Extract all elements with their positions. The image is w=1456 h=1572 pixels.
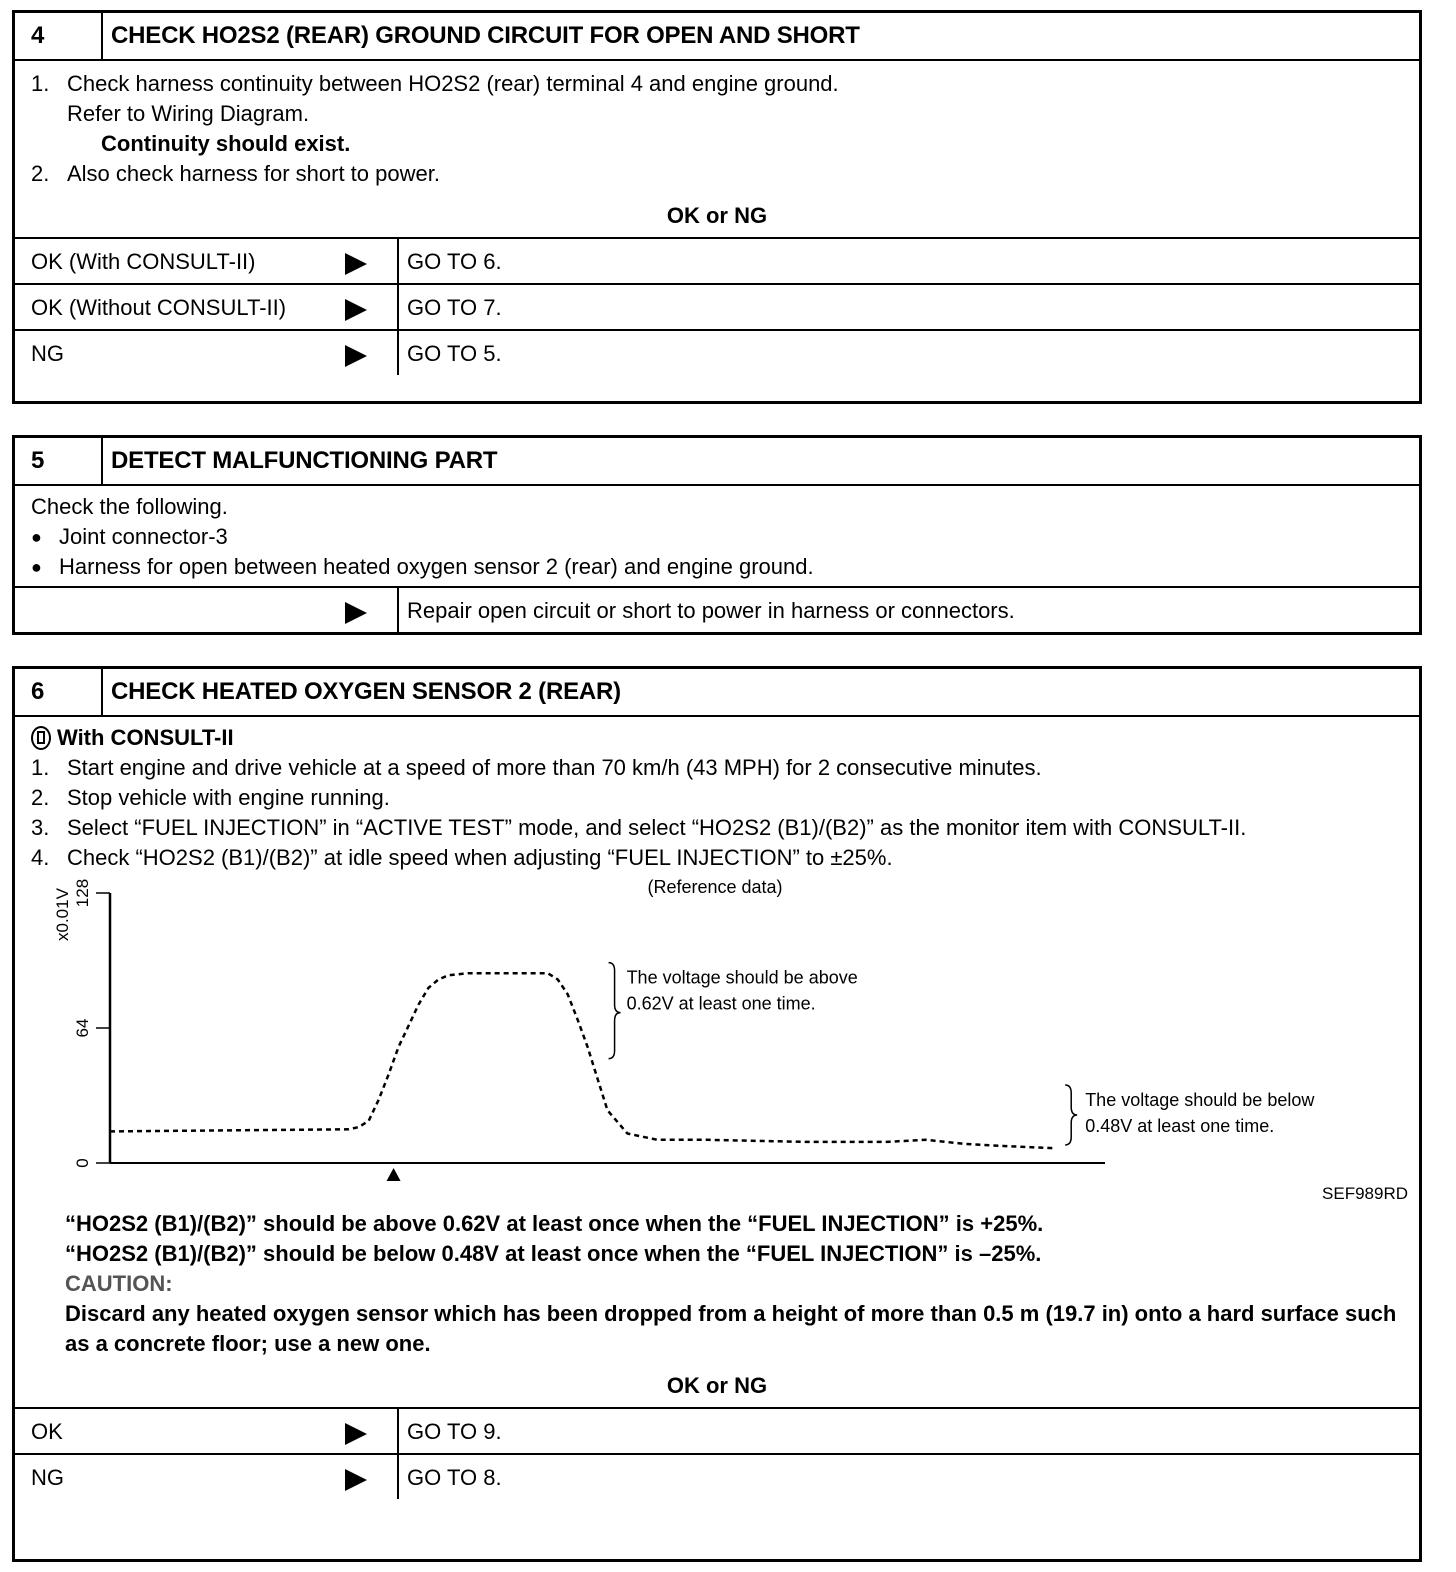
reference-chart bbox=[15, 873, 1408, 1213]
y-axis-label: x0.01V bbox=[53, 888, 72, 941]
outcome-action[interactable]: GO TO 5. bbox=[407, 341, 502, 366]
step-title: CHECK HEATED OXYGEN SENSOR 2 (REAR) bbox=[111, 678, 621, 705]
arrow-right-icon bbox=[345, 345, 367, 367]
bullet-icon: ● bbox=[31, 527, 42, 547]
arrow-right-icon bbox=[345, 1469, 367, 1491]
outcome-row[interactable] bbox=[15, 586, 1419, 632]
step-header bbox=[15, 13, 1419, 61]
step-header bbox=[15, 438, 1419, 486]
step-number: 5 bbox=[15, 438, 103, 484]
outcome-condition: OK (Without CONSULT-II) bbox=[31, 295, 287, 320]
brace-icon bbox=[1065, 1085, 1077, 1145]
step-4-box bbox=[12, 10, 1422, 404]
instruction-subnote: Refer to Wiring Diagram. bbox=[67, 101, 310, 126]
outcome-action[interactable]: GO TO 9. bbox=[407, 1419, 502, 1444]
figure-id: SEF989RD bbox=[1322, 1184, 1408, 1203]
outcome-condition: NG bbox=[31, 1465, 64, 1490]
y-tick-label: 64 bbox=[73, 1018, 92, 1038]
outcome-condition: OK bbox=[31, 1419, 63, 1444]
y-tick-label: 128 bbox=[73, 878, 92, 908]
annotation-text: 0.62V at least one time. bbox=[626, 993, 816, 1014]
annotation-text: 0.48V at least one time. bbox=[1085, 1116, 1275, 1137]
spec-line: “HO2S2 (B1)/(B2)” should be below 0.48V at least once when the “FUEL INJECTION” is –25%. bbox=[65, 1241, 1042, 1266]
instruction-item: 4. Check “HO2S2 (B1)/(B2)” at idle speed when adjusting “FUEL INJECTION” to ±25%. bbox=[31, 845, 893, 870]
outcome-row[interactable] bbox=[15, 237, 1419, 283]
result-label: OK or NG bbox=[666, 203, 768, 228]
series-line bbox=[110, 973, 1055, 1148]
outcome-action[interactable]: GO TO 6. bbox=[407, 249, 502, 274]
annotation-text: The voltage should be above bbox=[626, 967, 858, 988]
mode-label: With CONSULT-II bbox=[31, 723, 1405, 753]
outcome-action[interactable]: Repair open circuit or short to power in harness or connectors. bbox=[407, 598, 1015, 623]
annotation-text: The voltage should be below bbox=[1085, 1090, 1315, 1111]
spec-block bbox=[31, 1209, 1405, 1359]
outcome-row[interactable] bbox=[15, 1407, 1419, 1453]
outcome-action[interactable]: GO TO 8. bbox=[407, 1465, 502, 1490]
bullet-icon: ● bbox=[31, 557, 42, 577]
bullet-item: ● Harness for open between heated oxygen sensor 2 (rear) and engine ground. bbox=[31, 552, 1405, 582]
caution-label: CAUTION: bbox=[65, 1271, 173, 1296]
step-instructions bbox=[15, 61, 1419, 193]
arrow-right-icon bbox=[345, 1423, 367, 1445]
chart-svg bbox=[15, 873, 1415, 1213]
step-instructions bbox=[15, 717, 1419, 1363]
outcome-row[interactable] bbox=[15, 329, 1419, 375]
instruction-item: 1. Check harness continuity between HO2S2 (rear) terminal 4 and engine ground. bbox=[31, 71, 839, 96]
y-tick-label: 0 bbox=[73, 1158, 92, 1168]
instruction-item: 2. Also check harness for short to power. bbox=[31, 161, 440, 186]
instruction-item: 2. Stop vehicle with engine running. bbox=[31, 785, 390, 810]
step-title: DETECT MALFUNCTIONING PART bbox=[111, 447, 498, 474]
outcome-condition: OK (With CONSULT-II) bbox=[31, 249, 256, 274]
outcome-condition: NG bbox=[31, 341, 64, 366]
step-header bbox=[15, 669, 1419, 717]
marker-triangle-icon bbox=[387, 1168, 401, 1181]
bullet-item: ● Joint connector-3 bbox=[31, 522, 1405, 552]
step-instructions bbox=[15, 486, 1419, 586]
result-label: OK or NG bbox=[666, 1373, 768, 1398]
caution-text: Discard any heated oxygen sensor which has been dropped from a height of more than 0.5 m (19.7 in) onto a hard surface such as a concrete floor; use a new one. bbox=[65, 1301, 1397, 1356]
step-6-box bbox=[12, 666, 1422, 1562]
step-title: CHECK HO2S2 (REAR) GROUND CIRCUIT FOR OPEN AND SHORT bbox=[111, 22, 860, 49]
step-number: 4 bbox=[15, 13, 103, 59]
instruction-item: 3. Select “FUEL INJECTION” in “ACTIVE TEST” mode, and select “HO2S2 (B1)/(B2)” as the monitor item with CONSULT-II. bbox=[31, 815, 1247, 840]
chart-title: (Reference data) bbox=[647, 877, 783, 897]
outcome-row[interactable] bbox=[15, 1453, 1419, 1499]
spec-line: “HO2S2 (B1)/(B2)” should be above 0.62V at least once when the “FUEL INJECTION” is +25%. bbox=[65, 1211, 1044, 1236]
arrow-right-icon bbox=[345, 602, 367, 624]
instruction-item: 1. Start engine and drive vehicle at a speed of more than 70 km/h (43 MPH) for 2 consecutive minutes. bbox=[31, 755, 1042, 780]
brace-icon bbox=[609, 963, 621, 1059]
arrow-right-icon bbox=[345, 253, 367, 275]
step-number: 6 bbox=[15, 669, 103, 715]
consult-tester-icon bbox=[31, 726, 51, 750]
instruction-spec: Continuity should exist. bbox=[101, 131, 351, 156]
arrow-right-icon bbox=[345, 299, 367, 321]
instruction-intro: Check the following. bbox=[31, 494, 228, 519]
outcome-action[interactable]: GO TO 7. bbox=[407, 295, 502, 320]
step-5-box bbox=[12, 435, 1422, 635]
outcome-row[interactable] bbox=[15, 283, 1419, 329]
